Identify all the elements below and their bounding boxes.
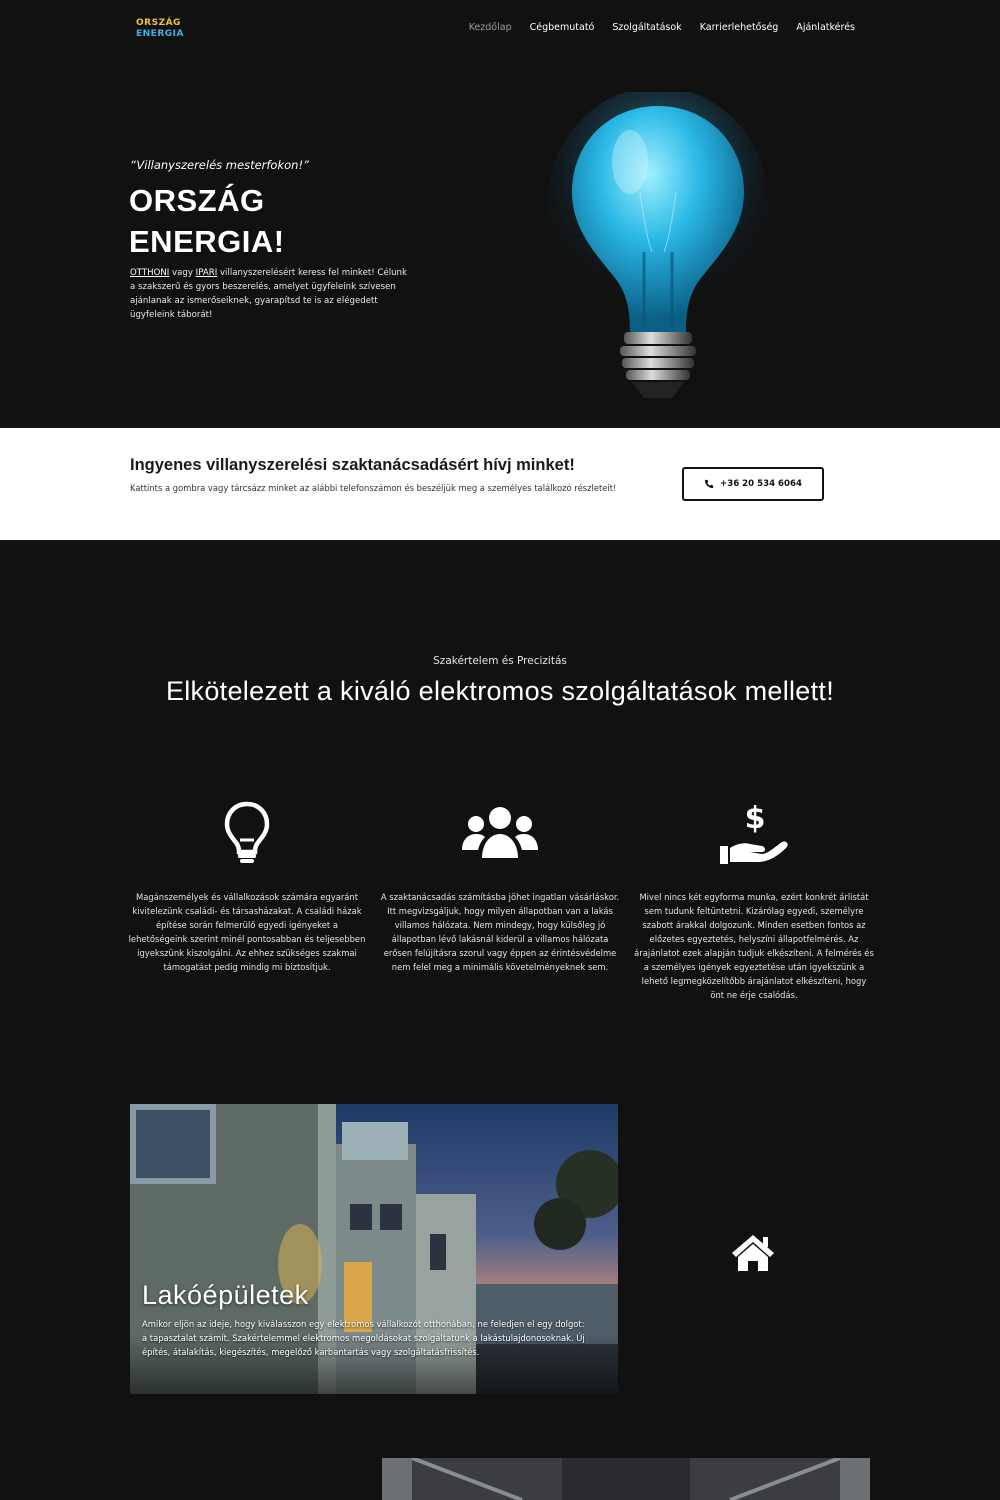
- link-ipari[interactable]: IPARI: [195, 268, 218, 278]
- nav-item-cegbemutato[interactable]: Cégbemutató: [529, 22, 595, 33]
- section-eyebrow: Szakértelem és Precizitás: [433, 655, 567, 667]
- hand-dollar-icon: [714, 800, 794, 866]
- link-otthoni[interactable]: OTTHONI: [130, 268, 170, 278]
- hero-text: [130, 266, 410, 322]
- hero-quote: “Villanyszerelés mesterfokon!”: [130, 158, 310, 172]
- feature-text-3: Mivel nincs két egyforma munka, ezért konkrét árlistát sem tudunk feltüntetni. Kizárólag egyedi, személyre szabott árakkal dolgozunk. Minden esetben fontos az előzetes egyeztetés, helyszíni állapotfelmérés. Az árajánlatot ezek alapján tudjuk elkészíteni. A felmérés és a személyes igények egyeztetése után igyekszünk a lehető legmegközelítőbb árajánlatot elkészíteni, hogy önt ne érje csalódás.: [634, 892, 874, 1000]
- nav-item-karrierlehetoseg[interactable]: Karrierlehetőség: [699, 22, 779, 33]
- hero-text-rest: villanyszerelésért keress fel minket! Célunk a szakszerű és gyors beszerelés, amelyet ügyfeleink szívesen ajánlanak az ismerőseiknek, gyarapítsd te is az elégedett ügyfeleink táborát!: [130, 268, 407, 320]
- feature-text-2: A szaktanácsadás számításba jöhet ingatlan vásárláskor. Itt megvizsgáljuk, hogy milyen állapotban van a lakás villamos hálózata. Nem mindegy, hogy külsőleg jó állapotban lévő lakásnál kiderül a villamos hálózata erősen felújításra szorul vagy éppen az érintésvédelme nem felel meg a minimális követelményeknek sem.: [380, 892, 620, 972]
- home-icon: [730, 1233, 776, 1273]
- logo[interactable]: [136, 18, 186, 44]
- main-nav: [469, 22, 855, 33]
- svg-text:$: $: [744, 801, 766, 836]
- phone-icon: [704, 479, 714, 489]
- light-bulb-icon: [548, 92, 768, 412]
- commercial-photo: [382, 1458, 870, 1500]
- hero-title-line2: ENERGIA!: [129, 224, 285, 259]
- cta-title: Ingyenes villanyszerelési szaktanácsadásért hívj minket!: [130, 456, 575, 474]
- nav-item-szolgaltatasok[interactable]: Szolgáltatások: [612, 22, 682, 33]
- site-header: [0, 0, 1000, 60]
- hero-title: [129, 180, 449, 262]
- phone-button-label: +36 20 534 6064: [720, 479, 802, 489]
- cta-text: Kattints a gombra vagy tárcsázz minket az alábbi telefonszámon és beszéljük meg a személyes találkozó részleteit!: [130, 483, 617, 493]
- hero-text-mid: vagy: [169, 268, 196, 278]
- cta-section: [0, 428, 1000, 540]
- section-title: Elkötelezett a kiváló elektromos szolgáltatások mellett!: [165, 676, 835, 706]
- phone-button[interactable]: [682, 467, 824, 501]
- logo-line1: ORSZÁG: [136, 18, 181, 28]
- nav-item-ajanlatkeres[interactable]: Ajánlatkérés: [796, 22, 855, 33]
- residential-title: Lakóépületek: [142, 1280, 309, 1310]
- feature-text-1: Magánszemélyek és vállalkozások számára egyaránt kivitelezünk családi- és társasházakat. A családi házak építése során felmerülő egyedi igényeket a lehetőségeink szerint minél pontosabban és teljesebben igyekszünk kiszolgálni. Az ehhez szükséges szakmai támogatást pedig mindig mi biztosítjuk.: [128, 892, 366, 972]
- residential-card[interactable]: [130, 1104, 618, 1394]
- nav-item-kezdolap[interactable]: Kezdőlap: [468, 22, 512, 33]
- logo-line2: ENERGIA: [136, 29, 184, 39]
- hero-title-line1: ORSZÁG: [129, 183, 265, 218]
- lightbulb-icon: [207, 800, 287, 866]
- users-icon: [460, 800, 540, 866]
- residential-text: Amikor eljön az ideje, hogy kiválasszon egy elektromos vállalkozót otthonában, ne feledjen el egy dolgot: a tapasztalat számít. Szakértelemmel elektromos megoldásokat szolgáltatunk a lakástulajdonosoknak. Új építés, átalakítás, kiegészítés, megelőző karbantartás vagy szolgáltatásfrissítés.: [142, 1319, 585, 1357]
